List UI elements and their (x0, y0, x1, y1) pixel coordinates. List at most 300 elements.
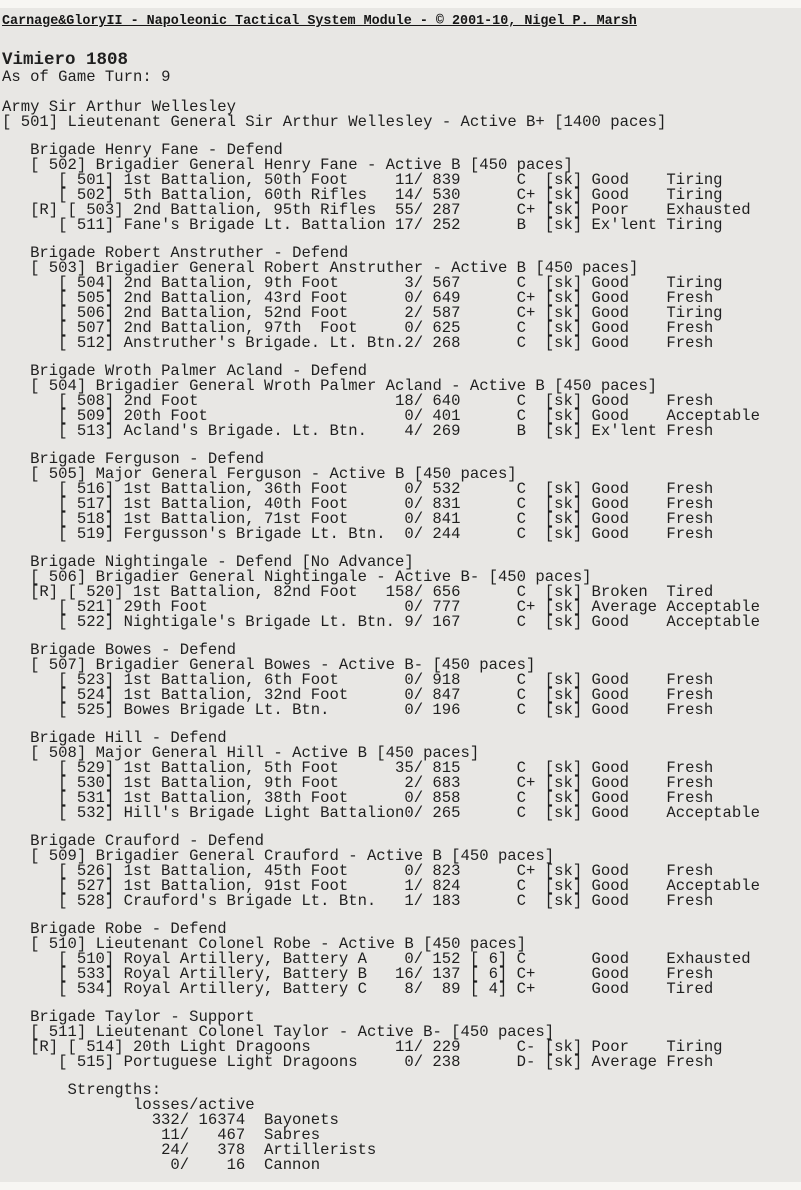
unit-list (2, 276, 801, 351)
unit-morale: Good (592, 336, 629, 351)
skirmish-marker: [sk] (545, 673, 582, 688)
unit-morale: Good (592, 173, 629, 188)
unit-fatigue: Fresh (666, 776, 713, 791)
unit-losses-active: 1/ 183 (386, 894, 461, 909)
unit-quality-grade: B (517, 424, 526, 439)
unit-losses-active: 0/ 831 (386, 497, 461, 512)
unit-morale: Average (592, 1055, 658, 1070)
unit-losses-active: 3/ 567 (386, 276, 461, 291)
unit-id: [ 534] (58, 982, 124, 997)
unit-id: [ 519] (58, 527, 124, 542)
unit-name: 1st Battalion, 50th Foot (124, 171, 349, 189)
unit-fatigue: Acceptable (666, 806, 760, 821)
unit-name: 1st Battalion, 45th Foot (124, 862, 349, 880)
unit-fatigue: Tired (666, 585, 713, 600)
skirmish-marker: [sk] (545, 336, 582, 351)
unit-fatigue: Tiring (666, 218, 722, 233)
unit-quality-grade: C (517, 688, 526, 703)
unit-fatigue: Fresh (666, 291, 713, 306)
unit-id: [ 524] (58, 688, 124, 703)
skirmish-marker: [sk] (545, 276, 582, 291)
unit-fatigue: Fresh (666, 967, 713, 982)
unit-fatigue: Fresh (666, 512, 713, 527)
unit-fatigue: Tiring (666, 1040, 722, 1055)
unit-quality-grade: C+ (517, 203, 536, 218)
unit-name: 1st Battalion, 36th Foot (124, 480, 349, 498)
unit-fatigue: Tiring (666, 188, 722, 203)
unit-quality-grade: C+ (517, 188, 536, 203)
skirmish-marker: [sk] (545, 806, 582, 821)
unit-morale: Poor (592, 203, 629, 218)
unit-quality-grade: C+ (517, 291, 536, 306)
unit-losses-active: 0/ 532 (386, 482, 461, 497)
unit-name: 1st Battalion, 71st Foot (124, 510, 349, 528)
unit-losses-active: 0/ 401 (386, 409, 461, 424)
unit-quality-grade: C (517, 673, 526, 688)
skirmish-marker: [sk] (545, 188, 582, 203)
unit-losses-active: 2/ 683 (386, 776, 461, 791)
brigade-title: Brigade Robert Anstruther - Defend (30, 246, 801, 261)
unit-quality-grade: C (517, 321, 526, 336)
unit-losses-active: 16/ 137 (386, 967, 461, 982)
unit-list (2, 585, 801, 630)
unit-name: 1st Battalion, 6th Foot (124, 671, 339, 689)
brigade-commander: [ 510] Lieutenant Colonel Robe - Active B [450 paces] (30, 937, 801, 952)
strength-row (2, 1158, 801, 1173)
unit-id: [ 509] (58, 409, 124, 424)
skirmish-marker: [sk] (545, 864, 582, 879)
unit-morale: Good (592, 615, 629, 630)
unit-id: [ 502] (58, 188, 124, 203)
unit-id: [ 530] (58, 776, 124, 791)
unit-morale: Good (592, 894, 629, 909)
unit-morale: Broken (592, 585, 648, 600)
unit-morale: Good (592, 276, 629, 291)
strength-type: Cannon (245, 1158, 320, 1173)
unit-name: 1st Battalion, 32nd Foot (124, 686, 349, 704)
unit-quality-grade: C (517, 703, 526, 718)
brigade-title: Brigade Crauford - Defend (30, 834, 801, 849)
skirmish-marker: [sk] (545, 703, 582, 718)
skirmish-marker: [sk] (545, 791, 582, 806)
unit-id: [ 529] (58, 761, 124, 776)
unit-quality-grade: C+ (517, 776, 536, 791)
rally-marker: [R] (30, 1040, 67, 1055)
brigade-title: Brigade Nightingale - Defend [No Advance] (30, 555, 801, 570)
unit-id: [ 512] (58, 336, 124, 351)
unit-name: Fergusson's Brigade Lt. Btn. (124, 525, 386, 543)
unit-row (2, 982, 801, 997)
unit-list (2, 761, 801, 821)
skirmish-marker: [sk] (545, 306, 582, 321)
army-block (2, 100, 801, 130)
skirmish-marker: [sk] (545, 776, 582, 791)
unit-name: Fane's Brigade Lt. Battalion (124, 216, 386, 234)
unit-quality-grade: C (517, 336, 526, 351)
brigade-title: Brigade Bowes - Defend (30, 643, 801, 658)
unit-gun-count: [ 6] (461, 967, 508, 982)
unit-losses-active: 0/ 777 (386, 600, 461, 615)
unit-row (2, 218, 801, 233)
unit-quality-grade: C (517, 791, 526, 806)
unit-morale: Good (592, 188, 629, 203)
unit-morale: Good (592, 791, 629, 806)
unit-id: [ 503] (67, 203, 133, 218)
unit-losses-active: 2/ 587 (386, 306, 461, 321)
unit-name: Hill's Brigade Light Battalion (124, 804, 405, 822)
skirmish-marker: [sk] (545, 894, 582, 909)
unit-name: 1st Battalion, 5th Foot (124, 759, 339, 777)
unit-list (2, 394, 801, 439)
unit-name: 1st Battalion, 91st Foot (124, 877, 349, 895)
unit-fatigue: Fresh (666, 394, 713, 409)
unit-losses-active: 158/ 656 (386, 585, 461, 600)
unit-losses-active: 14/ 530 (386, 188, 461, 203)
unit-losses-active: 0/ 858 (386, 791, 461, 806)
unit-morale: Average (592, 600, 658, 615)
brigade-title: Brigade Robe - Defend (30, 922, 801, 937)
unit-row (2, 894, 801, 909)
unit-name: Bowes Brigade Lt. Btn. (124, 701, 330, 719)
unit-quality-grade: C (517, 512, 526, 527)
unit-quality-grade: D- (517, 1055, 536, 1070)
unit-quality-grade: C+ (517, 967, 536, 982)
brigade-section (2, 555, 801, 630)
skirmish-marker: [sk] (545, 512, 582, 527)
unit-quality-grade: C (517, 409, 526, 424)
unit-fatigue: Fresh (666, 673, 713, 688)
report-header: Carnage&GloryII - Napoleonic Tactical System Module - © 2001-10, Nigel P. Marsh (2, 14, 801, 30)
unit-name: 2nd Battalion, 43rd Foot (124, 289, 349, 307)
unit-list (2, 482, 801, 542)
unit-quality-grade: C (517, 482, 526, 497)
unit-morale: Good (592, 527, 629, 542)
unit-quality-grade: C+ (517, 306, 536, 321)
unit-name: Crauford's Brigade Lt. Btn. (124, 892, 377, 910)
unit-quality-grade: C (517, 806, 526, 821)
unit-list (2, 1040, 801, 1070)
unit-quality-grade: C+ (517, 600, 536, 615)
unit-id: [ 511] (58, 218, 124, 233)
skirmish-marker: [sk] (545, 600, 582, 615)
unit-id: [ 517] (58, 497, 124, 512)
unit-name: 2nd Battalion, 9th Foot (124, 274, 339, 292)
brigade-title: Brigade Ferguson - Defend (30, 452, 801, 467)
unit-fatigue: Fresh (666, 336, 713, 351)
brigade-section (2, 143, 801, 233)
unit-name: 29th Foot (124, 598, 208, 616)
unit-fatigue: Acceptable (666, 409, 760, 424)
unit-name: 2nd Battalion, 97th Foot (124, 319, 358, 337)
report-page (0, 8, 801, 1182)
strength-losses: 0/ (2, 1158, 189, 1173)
skirmish-marker: [sk] (545, 424, 582, 439)
strength-type: Artillerists (245, 1143, 376, 1158)
unit-losses-active: 2/ 268 (386, 336, 461, 351)
skirmish-marker: [sk] (545, 615, 582, 630)
unit-losses-active: 0/ 918 (386, 673, 461, 688)
brigade-commander: [ 511] Lieutenant Colonel Taylor - Active B- [450 paces] (30, 1025, 801, 1040)
brigade-title: Brigade Taylor - Support (30, 1010, 801, 1025)
unit-fatigue: Fresh (666, 791, 713, 806)
unit-list (2, 952, 801, 997)
unit-losses-active: 0/ 847 (386, 688, 461, 703)
unit-morale: Good (592, 879, 629, 894)
unit-fatigue: Tiring (666, 173, 722, 188)
unit-morale: Good (592, 673, 629, 688)
unit-morale: Ex'lent (592, 218, 658, 233)
unit-row (2, 336, 801, 351)
unit-quality-grade: C (517, 761, 526, 776)
skirmish-marker: [sk] (545, 585, 582, 600)
unit-losses-active: 11/ 229 (386, 1040, 461, 1055)
unit-id: [ 508] (58, 394, 124, 409)
unit-id: [ 507] (58, 321, 124, 336)
unit-name: Nightigale's Brigade Lt. Btn. (124, 613, 395, 631)
unit-id: [ 531] (58, 791, 124, 806)
strengths-label: Strengths: (68, 1083, 801, 1098)
unit-losses-active: 0/ 244 (386, 527, 461, 542)
unit-losses-active: 8/ 89 (386, 982, 461, 997)
unit-morale: Good (592, 703, 629, 718)
rally-marker: [R] (30, 203, 67, 218)
strengths-rows (2, 1113, 801, 1173)
brigade-section (2, 246, 801, 351)
unit-id: [ 532] (58, 806, 124, 821)
unit-losses-active: 0/ 625 (386, 321, 461, 336)
unit-name: 1st Battalion, 9th Foot (124, 774, 339, 792)
unit-id: [ 513] (58, 424, 124, 439)
brigade-section (2, 452, 801, 542)
unit-morale: Good (592, 806, 629, 821)
unit-id: [ 525] (58, 703, 124, 718)
unit-losses-active: 18/ 640 (386, 394, 461, 409)
strength-active: 16 (189, 1158, 245, 1173)
unit-fatigue: Fresh (666, 497, 713, 512)
unit-name: 20th Foot (124, 407, 208, 425)
unit-losses-active: 0/ 196 (386, 703, 461, 718)
unit-id: [ 521] (58, 600, 124, 615)
unit-morale: Ex'lent (592, 424, 658, 439)
brigade-title: Brigade Hill - Defend (30, 731, 801, 746)
strength-row (2, 1128, 801, 1143)
unit-morale: Good (592, 688, 629, 703)
skirmish-marker: [sk] (545, 1040, 582, 1055)
brigade-commander: [ 504] Brigadier General Wroth Palmer Acland - Active B [450 paces] (30, 379, 801, 394)
strength-row (2, 1113, 801, 1128)
unit-id: [ 514] (67, 1040, 133, 1055)
unit-morale: Good (592, 952, 629, 967)
unit-id: [ 515] (58, 1055, 124, 1070)
unit-fatigue: Acceptable (666, 615, 760, 630)
unit-quality-grade: C (517, 527, 526, 542)
unit-row (2, 527, 801, 542)
brigade-section (2, 643, 801, 718)
unit-morale: Good (592, 512, 629, 527)
unit-id: [ 506] (58, 306, 124, 321)
unit-quality-grade: C (517, 894, 526, 909)
skirmish-marker: [sk] (545, 203, 582, 218)
unit-quality-grade: C (517, 173, 526, 188)
unit-name: 1st Battalion, 40th Foot (124, 495, 349, 513)
unit-morale: Good (592, 864, 629, 879)
unit-id: [ 510] (58, 952, 124, 967)
skirmish-marker: [sk] (545, 409, 582, 424)
unit-name: 1st Battalion, 38th Foot (124, 789, 349, 807)
unit-row (2, 1055, 801, 1070)
unit-morale: Good (592, 982, 629, 997)
unit-losses-active: 0/ 238 (386, 1055, 461, 1070)
unit-name: Royal Artillery, Battery A (124, 950, 367, 968)
unit-fatigue: Fresh (666, 761, 713, 776)
skirmish-marker: [sk] (545, 497, 582, 512)
unit-fatigue: Exhausted (666, 203, 750, 218)
unit-row (2, 424, 801, 439)
unit-fatigue: Fresh (666, 864, 713, 879)
army-commander: [ 501] Lieutenant General Sir Arthur Wellesley - Active B+ [1400 paces] (2, 115, 801, 130)
game-turn-label: As of Game Turn: 9 (2, 70, 801, 85)
unit-fatigue: Fresh (666, 482, 713, 497)
unit-list (2, 864, 801, 909)
strength-active: 16374 (189, 1113, 245, 1128)
unit-losses-active: 9/ 167 (386, 615, 461, 630)
unit-row (2, 806, 801, 821)
unit-id: [ 505] (58, 291, 124, 306)
brigade-title: Brigade Wroth Palmer Acland - Defend (30, 364, 801, 379)
unit-name: 20th Light Dragoons (133, 1038, 311, 1056)
unit-id: [ 504] (58, 276, 124, 291)
unit-losses-active: 35/ 815 (386, 761, 461, 776)
unit-losses-active: 0/ 265 (386, 806, 461, 821)
unit-id: [ 522] (58, 615, 124, 630)
unit-morale: Poor (592, 1040, 629, 1055)
brigade-commander: [ 508] Major General Hill - Active B [450 paces] (30, 746, 801, 761)
unit-list (2, 673, 801, 718)
unit-name: Acland's Brigade. Lt. Btn. (124, 422, 367, 440)
unit-fatigue: Fresh (666, 424, 713, 439)
skirmish-marker: [sk] (545, 879, 582, 894)
strengths-column-header: losses/active (133, 1098, 801, 1113)
unit-morale: Good (592, 497, 629, 512)
unit-name: Royal Artillery, Battery B (124, 965, 367, 983)
unit-fatigue: Fresh (666, 527, 713, 542)
unit-losses-active: 11/ 839 (386, 173, 461, 188)
unit-id: [ 520] (67, 585, 133, 600)
unit-name: Portuguese Light Dragoons (124, 1053, 358, 1071)
unit-fatigue: Fresh (666, 321, 713, 336)
unit-name: 2nd Battalion, 95th Rifles (133, 201, 376, 219)
strength-losses: 11/ (2, 1128, 189, 1143)
skirmish-marker: [sk] (545, 321, 582, 336)
unit-fatigue: Fresh (666, 688, 713, 703)
unit-fatigue: Fresh (666, 1055, 713, 1070)
unit-losses-active: 17/ 252 (386, 218, 461, 233)
unit-name: 1st Battalion, 82nd Foot (133, 583, 358, 601)
unit-id: [ 533] (58, 967, 124, 982)
unit-name: 5th Battalion, 60th Rifles (124, 186, 367, 204)
unit-losses-active: 0/ 649 (386, 291, 461, 306)
unit-quality-grade: C (517, 615, 526, 630)
unit-row (2, 615, 801, 630)
unit-fatigue: Tired (666, 982, 713, 997)
unit-name: 2nd Foot (124, 392, 199, 410)
unit-id: [ 523] (58, 673, 124, 688)
brigade-title: Brigade Henry Fane - Defend (30, 143, 801, 158)
unit-fatigue: Tiring (666, 276, 722, 291)
unit-losses-active: 4/ 269 (386, 424, 461, 439)
unit-quality-grade: C (517, 585, 526, 600)
unit-quality-grade: C+ (517, 982, 536, 997)
skirmish-marker: [sk] (545, 482, 582, 497)
unit-id: [ 528] (58, 894, 124, 909)
unit-quality-grade: C (517, 276, 526, 291)
brigade-commander: [ 507] Brigadier General Bowes - Active B- [450 paces] (30, 658, 801, 673)
unit-quality-grade: C- (517, 1040, 536, 1055)
unit-losses-active: 0/ 823 (386, 864, 461, 879)
brigade-section (2, 922, 801, 997)
unit-name: Anstruther's Brigade. Lt. Btn. (124, 334, 405, 352)
brigade-list (2, 143, 801, 1070)
strength-type: Sabres (245, 1128, 320, 1143)
unit-fatigue: Acceptable (666, 879, 760, 894)
unit-list (2, 173, 801, 233)
strength-losses: 24/ (2, 1143, 189, 1158)
unit-quality-grade: C (517, 879, 526, 894)
unit-quality-grade: C (517, 497, 526, 512)
unit-morale: Good (592, 967, 629, 982)
unit-morale: Good (592, 321, 629, 336)
brigade-commander: [ 506] Brigadier General Nightingale - Active B- [450 paces] (30, 570, 801, 585)
unit-id: [ 526] (58, 864, 124, 879)
brigade-section (2, 364, 801, 439)
unit-losses-active: 0/ 152 (386, 952, 461, 967)
unit-morale: Good (592, 761, 629, 776)
unit-losses-active: 1/ 824 (386, 879, 461, 894)
unit-fatigue: Tiring (666, 306, 722, 321)
unit-id: [ 501] (58, 173, 124, 188)
skirmish-marker: [sk] (545, 688, 582, 703)
unit-losses-active: 0/ 841 (386, 512, 461, 527)
brigade-commander: [ 505] Major General Ferguson - Active B [450 paces] (30, 467, 801, 482)
rally-marker: [R] (30, 585, 67, 600)
strength-row (2, 1143, 801, 1158)
unit-id: [ 518] (58, 512, 124, 527)
unit-fatigue: Exhausted (666, 952, 750, 967)
brigade-section (2, 731, 801, 821)
unit-quality-grade: B (517, 218, 526, 233)
unit-gun-count: [ 6] (461, 952, 508, 967)
strength-losses: 332/ (2, 1113, 189, 1128)
unit-name: 2nd Battalion, 52nd Foot (124, 304, 349, 322)
brigade-section (2, 1010, 801, 1070)
unit-fatigue: Fresh (666, 703, 713, 718)
skirmish-marker: [sk] (545, 173, 582, 188)
unit-morale: Good (592, 291, 629, 306)
unit-quality-grade: C+ (517, 864, 536, 879)
skirmish-marker: [sk] (545, 1055, 582, 1070)
strengths-block (2, 1083, 801, 1173)
unit-quality-grade: C (517, 952, 526, 967)
brigade-commander: [ 502] Brigadier General Henry Fane - Active B [450 paces] (30, 158, 801, 173)
skirmish-marker: [sk] (545, 218, 582, 233)
skirmish-marker: [sk] (545, 394, 582, 409)
unit-fatigue: Acceptable (666, 600, 760, 615)
unit-gun-count: [ 4] (461, 982, 508, 997)
skirmish-marker: [sk] (545, 761, 582, 776)
unit-id: [ 516] (58, 482, 124, 497)
brigade-commander: [ 503] Brigadier General Robert Anstruther - Active B [450 paces] (30, 261, 801, 276)
army-title: Army Sir Arthur Wellesley (2, 100, 801, 115)
